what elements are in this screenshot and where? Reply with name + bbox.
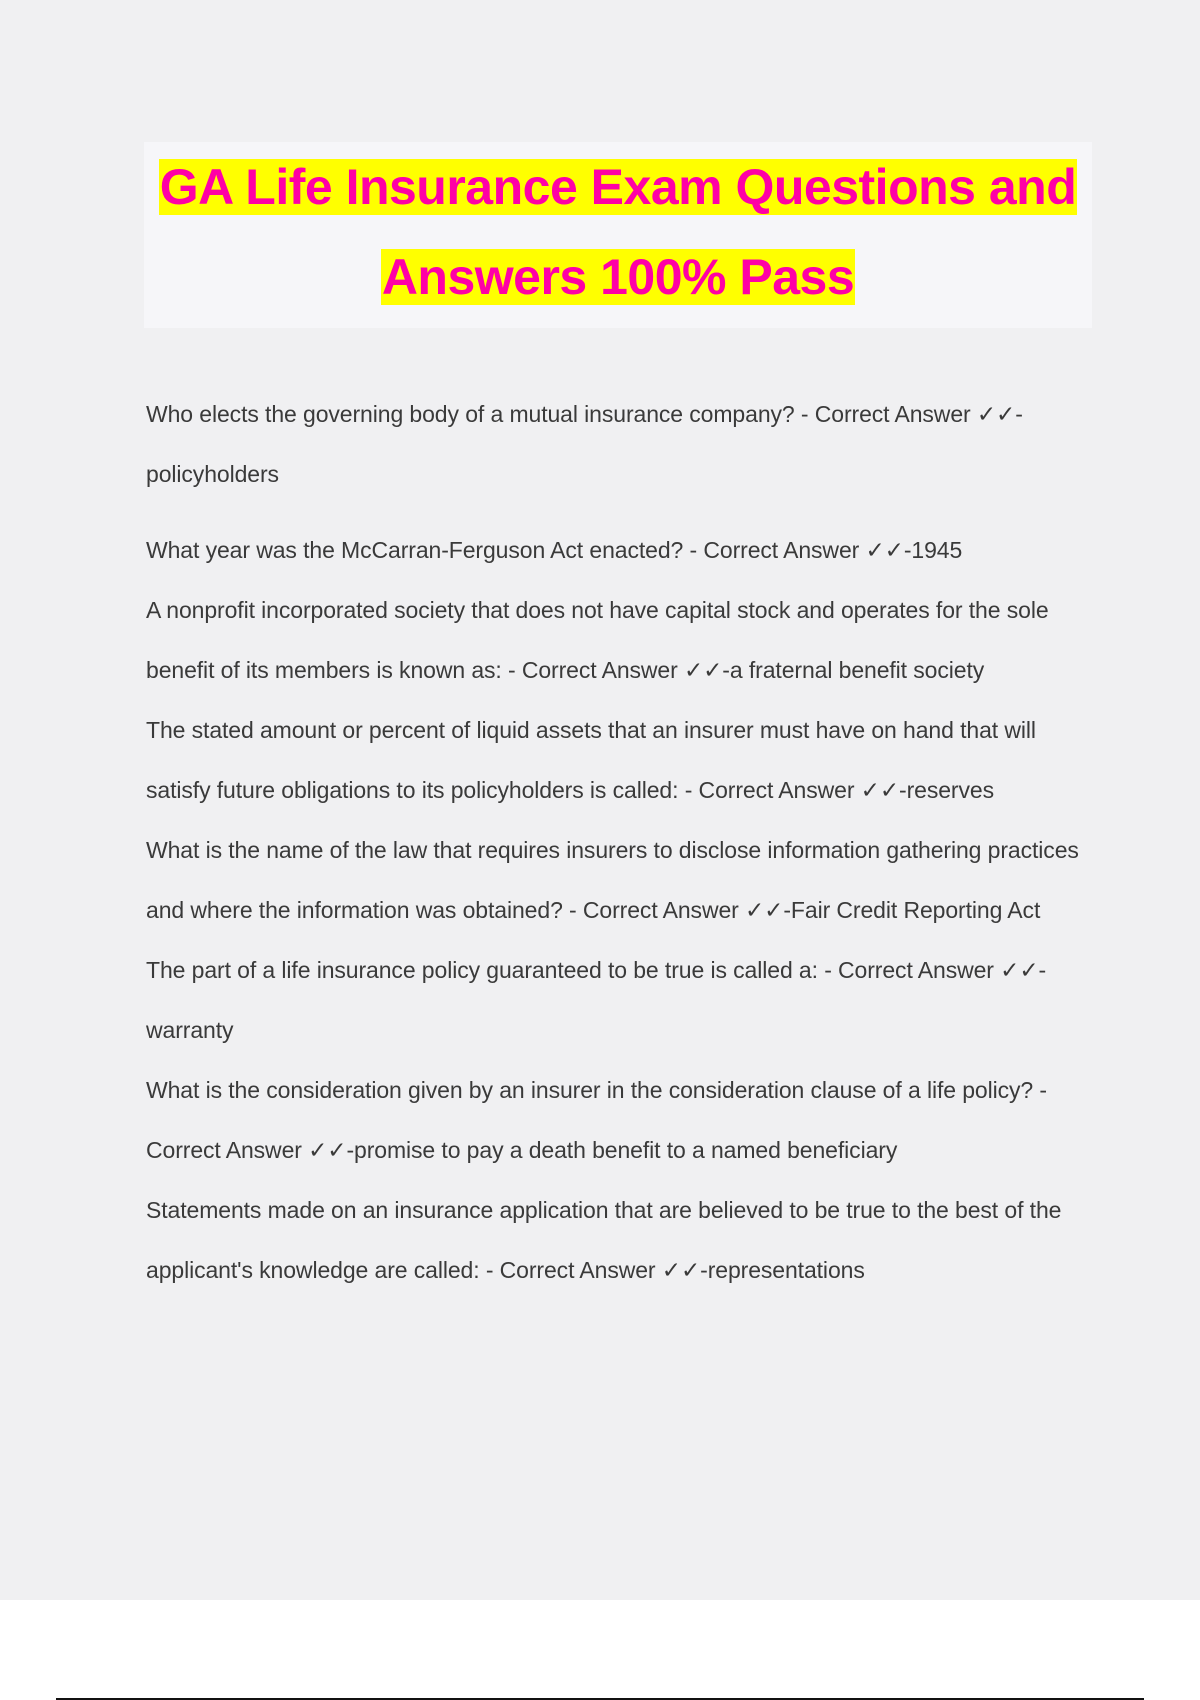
- document-title-line-1: GA Life Insurance Exam Questions and: [159, 159, 1077, 215]
- title-block: [144, 142, 1092, 328]
- document-title-line-2: Answers 100% Pass: [381, 249, 855, 305]
- qa-list: [146, 384, 1092, 1300]
- question-text: Statements made on an insurance application that are believed to be true to the best of the applicant's knowledge are called:: [146, 1197, 1062, 1283]
- answer-prefix: - Correct Answer ✓✓-: [501, 657, 730, 683]
- question-text: The stated amount or percent of liquid assets that an insurer must have on hand that will satisfy future obligations to its policyholders is called:: [146, 717, 1036, 803]
- qa-item-6: [146, 940, 1092, 1060]
- qa-item-8: [146, 1180, 1092, 1300]
- answer-text: Fair Credit Reporting Act: [790, 897, 1041, 923]
- question-text: What is the consideration given by an insurer in the consideration clause of a life policy?: [146, 1077, 1034, 1103]
- answer-prefix: - Correct Answer ✓✓-: [479, 1257, 708, 1283]
- qa-item-7: [146, 1060, 1092, 1180]
- answer-text: policyholders: [146, 461, 279, 487]
- qa-item-5: [146, 820, 1092, 940]
- answer-prefix: - Correct Answer ✓✓-: [817, 957, 1047, 983]
- answer-text: reserves: [906, 777, 994, 803]
- qa-item-3: [146, 580, 1092, 700]
- qa-item-1: [146, 384, 1092, 504]
- answer-text: warranty: [146, 1017, 234, 1043]
- qa-item-2: [146, 520, 1092, 580]
- question-text: Who elects the governing body of a mutual insurance company?: [146, 401, 795, 427]
- answer-prefix: - Correct Answer ✓✓-: [562, 897, 791, 923]
- answer-text: promise to pay a death benefit to a named beneficiary: [354, 1137, 898, 1163]
- answer-text: representations: [707, 1257, 865, 1283]
- answer-prefix: - Correct Answer ✓✓-: [683, 537, 912, 563]
- answer-prefix: - Correct Answer ✓✓-: [678, 777, 907, 803]
- answer-prefix: - Correct Answer ✓✓-: [794, 401, 1023, 427]
- question-text: The part of a life insurance policy guaranteed to be true is called a:: [146, 957, 818, 983]
- question-text: What year was the McCarran-Ferguson Act enacted?: [146, 537, 684, 563]
- answer-text: a fraternal benefit society: [729, 657, 985, 683]
- question-text: What is the name of the law that requires insurers to disclose information gathering practices and where the information was obtained?: [146, 837, 1079, 923]
- answer-prefix: - Correct Answer ✓✓-: [146, 1077, 1047, 1163]
- qa-item-4: [146, 700, 1092, 820]
- answer-text: 1945: [911, 537, 963, 563]
- question-text: A nonprofit incorporated society that does not have capital stock and operates for the sole benefit of its members is known as:: [146, 597, 1049, 683]
